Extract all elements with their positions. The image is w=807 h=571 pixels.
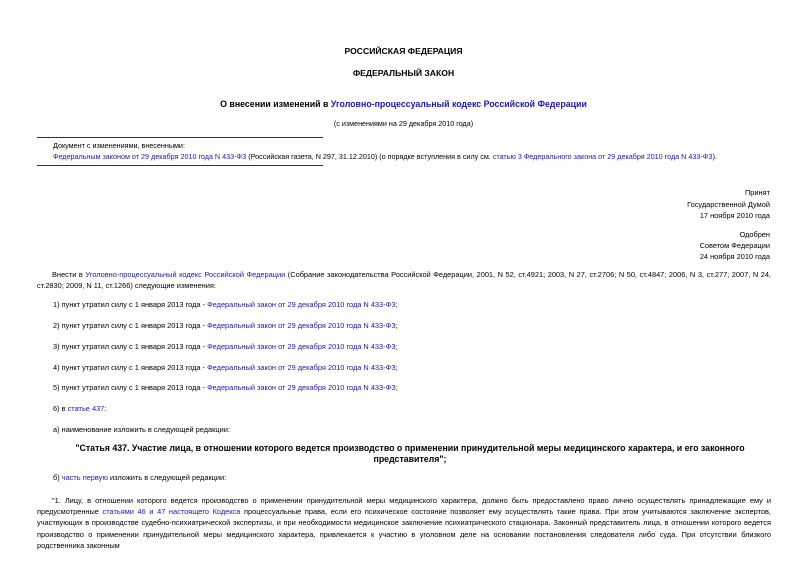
quote-part2: процессуальные права, если его психическое состояние позволяет ему осуществлять такие права. При этом учитываются заключение экспертов, участвующих в производстве судебно-психиатрической экспертизы, и при необходимости медицинское заключение психиатрического стационара. Законный представитель лица, в отношении которого ведется производство о применении принудительной меры медицинского характера, привлекается к участию в уголовном деле на основании постановления следователя либо суда. При отсутствии близкого родственника законным <box>37 507 771 550</box>
articles-46-47-link[interactable]: статьями 46 и 47 настоящего Кодекса <box>102 507 241 517</box>
item-law-link[interactable]: Федеральный закон от 29 декабря 2010 года N 433-ФЗ <box>207 342 396 351</box>
approved-date: 24 ноября 2010 года <box>699 252 770 261</box>
changes-label: Документ с изменениями, внесенными: <box>53 141 185 150</box>
changes-mid-text: (Российская газета, N 297, 31.12.2010) (о порядке вступления в силу см. <box>246 152 493 161</box>
item-tail: ; <box>395 363 398 372</box>
item-6b <box>53 473 226 482</box>
article-heading: "Статья 437. Участие лица, в отношении которого ведется производство о применении принудительной меры медицинского характера, и его законного представителя"; <box>75 443 745 464</box>
item6b-prefix: б) <box>53 473 62 482</box>
item6-prefix: 6) в <box>53 404 68 413</box>
item6b-tail: изложить в следующей редакции: <box>107 473 227 482</box>
article3-link[interactable]: статью 3 Федерального закона от 29 декабря 2010 года N 433-ФЗ <box>492 152 713 161</box>
item-tail: ; <box>395 342 398 351</box>
quoted-paragraph <box>37 495 771 550</box>
item-law-link[interactable]: Федеральный закон от 29 декабря 2010 года N 433-ФЗ <box>207 363 396 372</box>
list-item <box>53 300 398 309</box>
item-text: 5) пункт утратил силу с 1 января 2013 года - <box>53 383 208 392</box>
article437-link[interactable]: статье 437 <box>67 404 105 413</box>
approved-label: Одобрен <box>739 230 770 239</box>
item-law-link[interactable]: Федеральный закон от 29 декабря 2010 года N 433-ФЗ <box>207 383 396 392</box>
item-tail: ; <box>395 383 398 392</box>
item-tail: ; <box>395 300 398 309</box>
title-prefix: О внесении изменений в <box>220 99 331 109</box>
intro-suffix: (Собрание законодательства Российской Федерации, 2001, N 52, ст.4921; 2003, N 27, ст.2706; N 50, ст.4847; 2006, N 3, ст.277; 2007, N 24, ст.2830; 2009, N 11, ст.1266) следующие изменения: <box>37 270 771 291</box>
accepted-date: 17 ноября 2010 года <box>699 211 770 220</box>
item-6 <box>53 404 106 413</box>
item-law-link[interactable]: Федеральный закон от 29 декабря 2010 года N 433-ФЗ <box>207 321 396 330</box>
intro-code-link[interactable]: Уголовно-процессуальный кодекс Российской Федерации <box>85 270 286 279</box>
item-text: 4) пункт утратил силу с 1 января 2013 года - <box>53 363 208 372</box>
intro-paragraph <box>37 269 771 291</box>
item6-tail: : <box>104 404 107 413</box>
accepted-label: Принят <box>744 188 770 197</box>
list-item <box>53 383 398 392</box>
law-type-heading: ФЕДЕРАЛЬНЫЙ ЗАКОН <box>352 68 455 78</box>
intro-prefix: Внести в <box>52 270 86 279</box>
country-heading: РОССИЙСКАЯ ФЕДЕРАЦИЯ <box>344 46 463 56</box>
item-law-link[interactable]: Федеральный закон от 29 декабря 2010 года N 433-ФЗ <box>207 300 396 309</box>
quote-part1: "1. Лицу, в отношении которого ведется производство о применении принудительной меры медицинского характера, должно быть предоставлено право лично осуществлять принадлежащие ему и предусмотренные <box>37 496 771 517</box>
item-text: 1) пункт утратил силу с 1 января 2013 года - <box>53 300 208 309</box>
amending-law-link[interactable]: Федеральным законом от 29 декабря 2010 года N 433-ФЗ <box>53 152 247 161</box>
edition-note: (с изменениями на 29 декабря 2010 года) <box>333 119 474 128</box>
item-tail: ; <box>395 321 398 330</box>
title-code-link[interactable]: Уголовно-процессуальный кодекс Российской Федерации <box>330 99 587 109</box>
accepted-by: Государственной Думой <box>687 200 770 209</box>
item-6a: а) наименование изложить в следующей редакции: <box>53 425 230 434</box>
approved-by: Советом Федерации <box>699 241 770 250</box>
changes-end-text: ). <box>712 152 717 161</box>
divider-top <box>37 137 323 138</box>
item-text: 2) пункт утратил силу с 1 января 2013 года - <box>53 321 208 330</box>
item-text: 3) пункт утратил силу с 1 января 2013 года - <box>53 342 208 351</box>
part-one-link[interactable]: часть первую <box>61 473 108 482</box>
divider-bottom <box>37 165 323 166</box>
changes-line <box>53 151 717 162</box>
document-title <box>0 99 807 109</box>
list-item <box>53 363 398 372</box>
list-item <box>53 321 398 330</box>
list-item <box>53 342 398 351</box>
